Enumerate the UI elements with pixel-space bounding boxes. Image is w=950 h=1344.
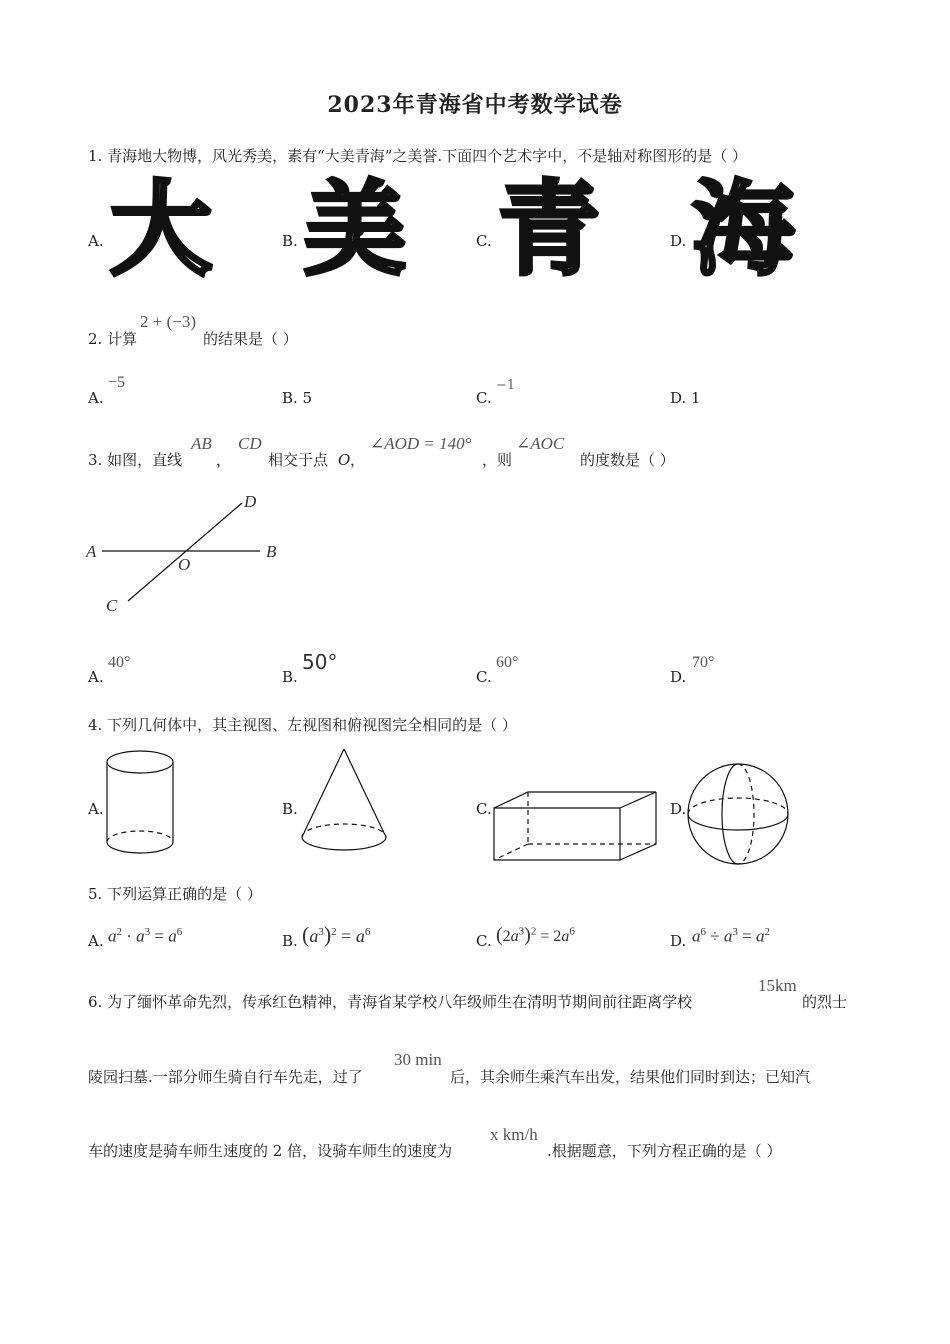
q5-option-b-label: B.	[282, 932, 298, 950]
q2-option-c-value: −1	[496, 378, 516, 393]
exponent: 3	[518, 925, 525, 938]
q2-option-d-label: D. 1	[670, 389, 701, 407]
question-6-line2: 陵园扫墓.一部分师生骑自行车先走，过了	[88, 1068, 363, 1086]
question-3-part4: ，则	[482, 451, 513, 469]
base: a	[108, 926, 117, 946]
operator: ÷	[706, 926, 724, 946]
question-6-distance: 15km	[758, 976, 797, 995]
q3-option-b-label: B.	[282, 668, 298, 686]
equals: =	[737, 926, 756, 946]
paren: (	[302, 922, 310, 947]
q4-option-d-label: D.	[670, 800, 687, 818]
q5-option-a-expression	[108, 926, 182, 947]
q1-option-d-label: D.	[670, 232, 687, 250]
q1-option-c-char: 青	[498, 171, 600, 290]
question-2-suffix: 的结果是（ ）	[203, 330, 298, 348]
exponent: 3	[144, 926, 151, 938]
label-point-o: O	[178, 555, 191, 574]
question-3-part3: ，	[350, 451, 366, 469]
paren: )	[323, 922, 332, 947]
exponent: 2	[764, 926, 770, 938]
base: a	[309, 926, 319, 946]
q1-option-c-label: C.	[476, 232, 492, 250]
exponent: 2	[116, 926, 122, 938]
question-2-prefix: 2. 计算	[88, 330, 138, 348]
line-cd	[128, 503, 242, 601]
base: a	[755, 926, 765, 946]
base: a	[136, 926, 145, 946]
question-6-line3-end: .根据题意，下列方程正确的是（ ）	[547, 1142, 782, 1160]
cylinder-shape	[100, 748, 180, 860]
exponent: 2	[331, 926, 337, 938]
exponent: 6	[569, 925, 575, 938]
q1-option-b-label: B.	[282, 232, 298, 250]
q3-intersecting-lines-figure	[80, 485, 300, 620]
question-3-part2: 相交于点	[268, 451, 329, 469]
label-point-c: C	[106, 596, 118, 615]
q3-option-d-label: D.	[670, 668, 687, 686]
exponent: 3	[318, 926, 324, 938]
question-6-line2-end: 后，其余师生乘汽车出发，结果他们同时到达；已知汽	[450, 1068, 811, 1086]
q5-option-d-expression	[692, 926, 770, 947]
question-6-line3: 车的速度是骑车师生速度的 2 倍，设骑车师生的速度为	[88, 1142, 453, 1160]
coefficient: 2	[502, 928, 511, 945]
q5-option-a-label: A.	[88, 932, 104, 950]
q1-option-b-char: 美	[304, 171, 406, 290]
question-6-line1-end: 的烈士	[802, 993, 848, 1011]
base: a	[692, 926, 701, 946]
equals: =	[336, 926, 356, 946]
q3-option-c-label: C.	[476, 668, 492, 686]
q4-option-a-label: A.	[88, 800, 104, 818]
base: a	[355, 926, 365, 946]
question-6-line1: 6. 为了缅怀革命先烈，传承红色精神，青海省某学校八年级师生在清明节期间前往距离学校	[88, 993, 693, 1011]
equals: =	[150, 926, 169, 946]
q3-option-a-label: A.	[88, 668, 104, 686]
q2-option-a-label: A.	[88, 389, 104, 407]
question-3-part1: 3. 如图，直线	[88, 451, 183, 469]
q4-option-b-label: B.	[282, 800, 298, 818]
q3-option-c-value: 60°	[496, 654, 519, 671]
equals: = 2	[536, 928, 562, 945]
question-6-time: 30 min	[394, 1050, 442, 1069]
base: a	[510, 928, 519, 945]
question-3-angle-aod: ∠AOD = 140°	[370, 434, 472, 453]
question-1-text: 1. 青海地大物博，风光秀美，素有“大美青海”之美誉.下面四个艺术字中，不是轴对称图形的是（ ）	[88, 147, 747, 165]
question-3-comma: ，	[216, 451, 232, 469]
operator: ·	[122, 926, 137, 946]
q5-option-c-expression	[496, 924, 575, 947]
question-3-line-ab: AB	[191, 434, 212, 453]
question-2-expression: 2 + (−3)	[140, 312, 196, 331]
exponent: 6	[700, 926, 706, 938]
cone-shape	[296, 745, 392, 861]
exponent: 3	[732, 926, 738, 938]
question-3-part5: 的度数是（ ）	[580, 451, 675, 469]
label-point-b: B	[266, 542, 277, 561]
label-point-d: D	[244, 492, 257, 511]
question-5-text: 5. 下列运算正确的是（ ）	[88, 885, 262, 903]
sphere-shape	[684, 762, 794, 866]
question-6-speed: x km/h	[490, 1125, 538, 1144]
exponent: 6	[176, 926, 183, 938]
cuboid-shape	[488, 788, 662, 864]
exponent: 6	[364, 926, 371, 938]
q1-option-d-char: 海	[692, 171, 794, 290]
label-point-a: A	[86, 542, 97, 561]
exponent: 2	[530, 925, 537, 938]
question-3-line-cd: CD	[238, 434, 262, 453]
q5-option-d-label: D.	[670, 932, 687, 950]
q5-option-b-expression	[302, 922, 370, 948]
q2-option-b-label: B. 5	[282, 389, 313, 407]
question-3-point-o: O	[338, 451, 351, 469]
question-3-angle-aoc: ∠AOC	[516, 434, 565, 453]
base: a	[168, 926, 177, 946]
base: a	[723, 926, 733, 946]
q3-option-b-value: 50°	[302, 650, 338, 674]
q5-option-c-label: C.	[476, 932, 492, 950]
q4-option-c-label: C.	[476, 800, 492, 818]
base: a	[561, 928, 570, 945]
q2-option-a-value: −5	[108, 374, 126, 391]
q3-option-d-value: 70°	[692, 654, 715, 671]
paren: )	[524, 924, 531, 946]
paren: (	[496, 924, 503, 946]
question-4-text: 4. 下列几何体中，其主视图、左视图和俯视图完全相同的是（ ）	[88, 716, 517, 734]
page-title: 2023年青海省中考数学试卷	[327, 92, 623, 118]
q1-option-a-char: 大	[110, 171, 212, 290]
q3-option-a-value: 40°	[108, 654, 131, 671]
q2-option-c-label: C.	[476, 389, 492, 407]
q1-option-a-label: A.	[88, 232, 104, 250]
